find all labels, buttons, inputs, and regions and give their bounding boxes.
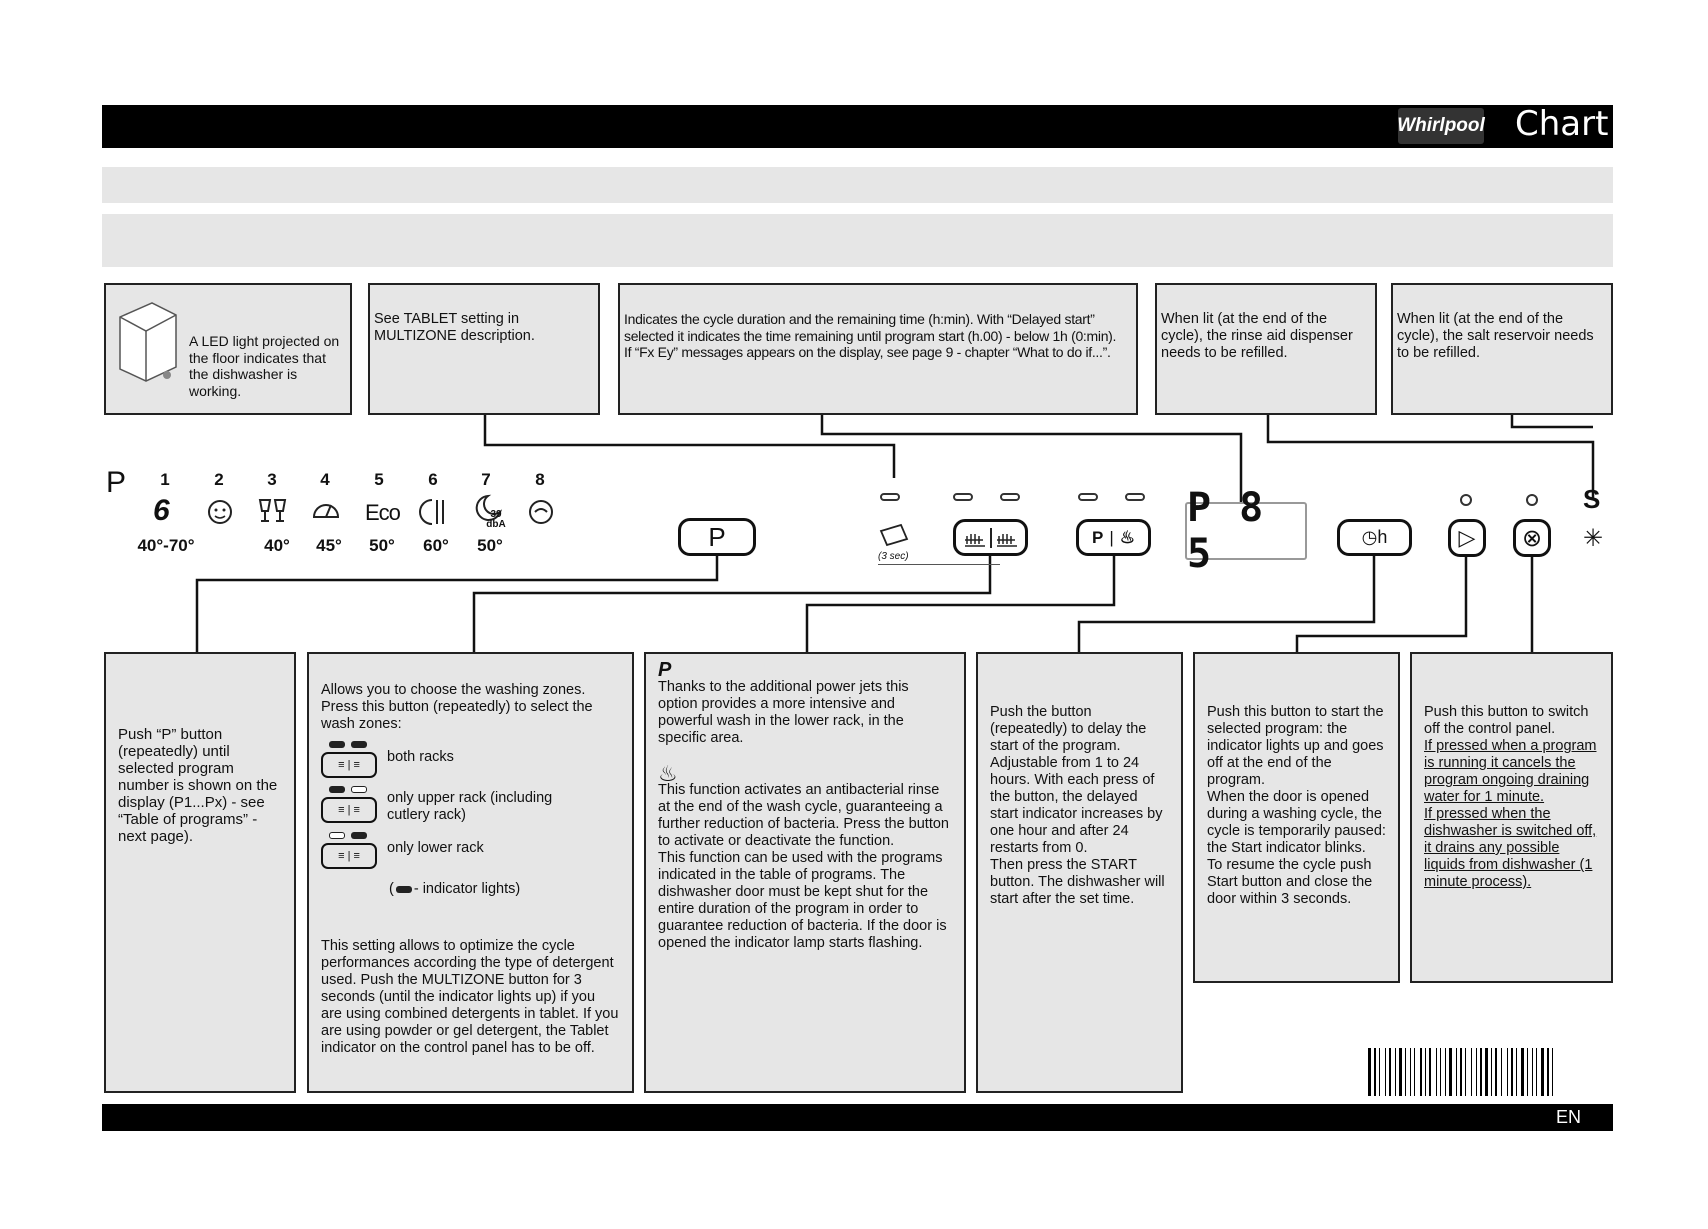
delay-box [976,652,1183,1093]
dishwasher-icon [112,295,182,383]
zone-lower-button-icon: ≡ | ≡ [321,832,377,869]
zone-upper-label: only upper rack (including cutlery rack) [387,790,553,823]
delay-text-3: Then press the START button. The dishwasher will start after the set time. [990,857,1165,907]
display-text-1: Indicates the cycle duration and the remaining time (h:min). With “Delayed start” selected it indicates the time remaining until program start (h.00) - below 1h (0:min). [624,311,1117,344]
start-text-3: To resume the cycle push Start button and close the door within 3 seconds. [1207,857,1373,907]
off-box [1410,652,1613,983]
program-temp-6: 60° [423,536,449,555]
salt-box [1391,283,1613,415]
rinse-aid-box [1155,283,1377,415]
program-number-8: 8 [535,470,545,489]
multizone-intro: Allows you to choose the washing zones. Press this button (repeatedly) to select the wash zones: [321,682,593,732]
off-button[interactable]: ⊗ [1513,519,1551,557]
program-p-label: P [106,466,127,499]
zone-lower-label: only lower rack [387,840,484,856]
rinse-icon [205,497,235,527]
program-number-3: 3 [267,470,277,489]
connector-tablet [485,414,894,478]
sixth-sense-icon: 6 [153,494,170,527]
zone-both-row [321,741,620,778]
program-number-7: 7 [481,470,491,489]
sanitize-led [1125,493,1145,501]
program-button[interactable]: P [678,518,756,556]
barcode-image [1368,1048,1614,1096]
delay-text-1: Push the button (repeatedly) to delay the start of the program. [990,704,1147,754]
power-clean-icon: P [1091,527,1104,547]
power-hygiene-box [644,652,966,1093]
display-box [618,283,1138,415]
salt-text: When lit (at the end of the cycle), the salt reservoir needs to be refilled. [1397,311,1594,361]
indicator-note: - indicator lights) [413,881,521,897]
program-temp-1: 40°-70° [137,536,195,555]
glasses-icon [257,497,289,527]
whirlpool-logo: Whirlpool [1398,108,1484,144]
divider-icon: | [1109,527,1114,547]
display-text-2: If “Fx Ey” messages appears on the display, see page 9 - chapter “What to do if...”. [624,344,1111,360]
sanitize-label-icon: ♨ [658,761,678,786]
off-text-2: If pressed when a program is running it cancels the program ongoing draining water for 1 minute. [1424,738,1597,805]
zone-upper-button-icon: ≡ | ≡ [321,786,377,823]
zone-both-label: both racks [387,749,454,765]
prewash-icon [525,497,557,527]
sanitize-text-1: This function activates an antibacterial rinse at the end of the wash cycle, guaranteeing a further reduction of bacteria. Press the button to activate or deactivate the function. [658,782,949,849]
dba-label: 39 dbA [486,509,506,530]
p-button-text: Push “P” button (repeatedly) until selected program number is shown on the display (P1...Px) - see “Table of programs” - next page). [118,726,278,845]
start-indicator-led [1460,494,1472,506]
tablet-icon [877,521,913,551]
program-temp-4: 45° [316,536,342,555]
tablet-box [368,283,600,415]
zone-both-button-icon: ≡ | ≡ [321,741,377,778]
indicator-note-row: ( - indicator lights) [389,881,521,897]
start-box [1193,652,1400,983]
start-text-2: When the door is opened during a washing cycle, the cycle is temporarily paused: the Start indicator blinks. [1207,789,1386,856]
indicator-light-icon [396,886,412,893]
off-text-1: Push this button to switch off the control panel. [1424,704,1589,737]
zone-lower-row [321,832,620,869]
rinse-aid-indicator: ✳ [1583,525,1604,552]
tablet-indicator-led [880,493,900,501]
salt-indicator: S [1583,484,1601,514]
daily-icon [310,497,342,527]
power-hygiene-button[interactable] [1076,519,1151,556]
sanitize-icon: ♨ [1119,527,1135,547]
off-text-3: If pressed when the dishwasher is switched off, it drains any possible liquids from dishwasher (1 minute process). [1424,806,1597,890]
intensive-icon [418,497,450,527]
page-title: Chart [1515,104,1609,144]
program-number-4: 4 [320,470,330,489]
program-number-6: 6 [428,470,438,489]
digital-display: P 8 5 [1185,502,1307,560]
power-clean-text: Thanks to the additional power jets this option provides a more intensive and powerful wash in the lower rack, in the specific area. [658,679,909,746]
upper-rack-led [953,493,973,501]
program-temp-7: 50° [477,536,503,555]
program-number-5: 5 [374,470,384,489]
rinse-aid-text: When lit (at the end of the cycle), the rinse aid dispenser needs to be refilled. [1161,311,1353,361]
tablet-setting-text: This setting allows to optimize the cycle performances according the type of detergent used. Push the MULTIZONE button for 3 seconds (until the indicator lights up) if you are using combined detergents in tablet. If you are using powder or gel detergent, the Tablet indicator on the control panel has to be off. [321,938,619,1056]
led-light-text: A LED light projected on the floor indicates that the dishwasher is working. [189,333,340,399]
three-sec-label: (3 sec) [878,551,909,562]
off-indicator-led [1526,494,1538,506]
sanitize-text-2: This function can be used with the programs indicated in the table of programs. The dishwasher door must be kept shut for the entire duration of the program in order to guarantee reduction of bacteria. If the door is opened the indicator lamp starts flashing. [658,850,947,951]
tablet-text: See TABLET setting in MULTIZONE description. [374,311,535,344]
p-button-box [104,652,296,1093]
footer-bar [102,1104,1613,1131]
program-number-2: 2 [214,470,224,489]
start-button[interactable]: ▷ [1448,519,1486,557]
delay-start-button[interactable]: ◷h [1337,519,1412,556]
zone-upper-row [321,786,620,824]
language-code: EN [1556,1107,1582,1127]
multizone-button[interactable] [953,519,1028,556]
power-clean-led [1078,493,1098,501]
eco-icon: Eco [365,500,400,525]
lower-rack-led [1000,493,1020,501]
power-clean-label-icon: P [658,659,672,681]
delay-text-2: Adjustable from 1 to 24 hours. With each press of the button, the delayed start indicator increases by one hour and after 24 restarts from 0. [990,755,1163,856]
program-number-1: 1 [160,470,170,489]
start-text-1: Push this button to start the selected program: the indicator lights up and goes off at the end of the program. [1207,704,1384,788]
racks-icon [961,526,1021,550]
led-light-box [104,283,352,415]
multizone-box [307,652,634,1093]
program-temp-5: 50° [369,536,395,555]
three-sec-underline [878,564,1000,565]
program-temp-3: 40° [264,536,290,555]
